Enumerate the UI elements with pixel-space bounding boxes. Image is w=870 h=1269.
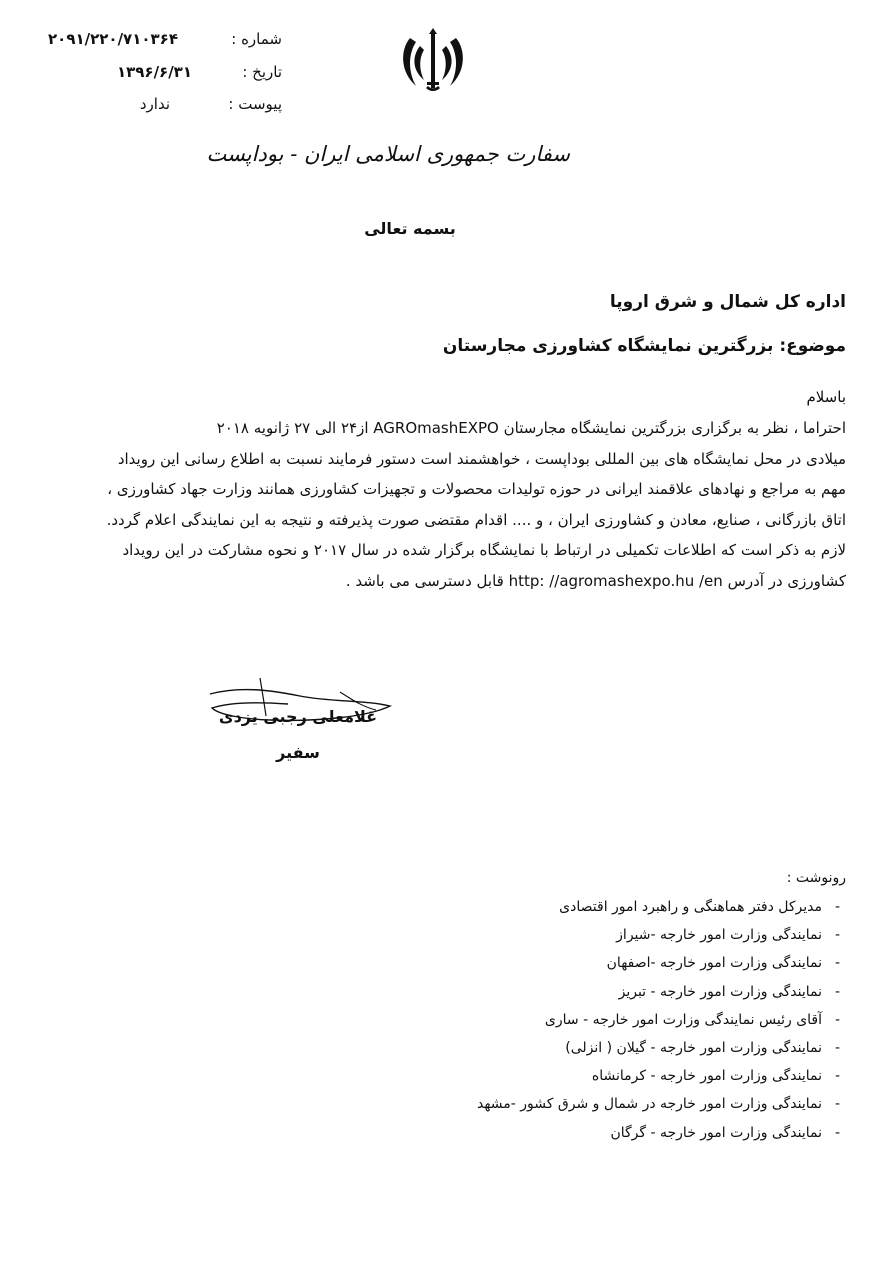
cc-item-text: نمایندگی وزارت امور خارجه - گیلان ( انزلی)	[565, 1039, 822, 1056]
embassy-name: سفارت جمهوری اسلامی ایران - بوداپست	[206, 142, 570, 166]
cc-list	[477, 893, 840, 1147]
cc-item	[477, 1034, 840, 1062]
cc-item-text: نمایندگی وزارت امور خارجه -شیراز	[616, 927, 822, 944]
iran-emblem-icon	[398, 28, 468, 94]
cc-label: رونوشت :	[786, 870, 846, 886]
cc-item	[477, 1062, 840, 1090]
cc-item-text: مدیرکل دفتر هماهنگی و راهبرد امور اقتصادی	[559, 899, 822, 915]
cc-item-text: نمایندگی وزارت امور خارجه - گرگان	[610, 1124, 822, 1141]
cc-item	[477, 1006, 840, 1034]
attachment-row	[40, 91, 282, 117]
body-line: احتراما ، نظر به برگزاری بزرگترین نمایشگاه مجارستان AGROmashEXPO از۲۴ الی ۲۷ ژانویه ۲۰۱۸	[216, 419, 846, 437]
attachment-value: ندارد	[139, 95, 170, 113]
subject: موضوع: بزرگترین نمایشگاه کشاورزی مجارستان	[442, 336, 846, 356]
body-line: مهم به مراجع و نهادهای علاقمند ایرانی در حوزه تولیدات محصولات و تجهیزات کشاورزی همانند وزارت جهاد کشاورزی ،	[107, 480, 846, 498]
cc-item	[477, 1090, 840, 1118]
dash-icon: -	[834, 927, 840, 944]
cc-item-text: نمایندگی وزارت امور خارجه -اصفهان	[606, 955, 822, 972]
cc-item-text: نمایندگی وزارت امور خارجه - تبریز	[618, 983, 822, 1000]
signer-title: سفیر	[276, 743, 320, 762]
dash-icon: -	[834, 1039, 840, 1056]
cc-item	[477, 949, 840, 977]
dash-icon: -	[834, 899, 840, 915]
body-line: اتاق بازرگانی ، صنایع، معادن و کشاورزی ایران ، و .... اقدام مقتضی صورت پذیرفته و نتیجه به این نمایندگی اعلام گردد.	[106, 510, 846, 529]
dash-icon: -	[834, 983, 840, 1000]
cc-item-text: نمایندگی وزارت امور خارجه در شمال و شرق کشور -مشهد	[476, 1096, 822, 1113]
number-value: ۲۰۹۱/۲۲۰/۷۱۰۳۶۴	[48, 30, 178, 48]
body-line: میلادی در محل نمایشگاه های بین المللی بوداپست ، خواهشمند است دستور فرمایند نسبت به اطلاع رسانی این رویداد	[117, 449, 846, 468]
dash-icon: -	[834, 1011, 840, 1028]
cc-item	[477, 921, 840, 949]
cc-item-text: نمایندگی وزارت امور خارجه - کرمانشاه	[591, 1068, 822, 1085]
body-line: کشاورزی در آدرس http: //agromashexpo.hu /en قابل دسترسی می باشد .	[345, 571, 846, 590]
dash-icon: -	[834, 1096, 840, 1113]
dash-icon: -	[834, 1124, 840, 1141]
number-row	[40, 26, 282, 52]
date-label: تاریخ :	[242, 63, 282, 81]
number-label: شماره :	[231, 30, 282, 48]
cc-item-text: آقای رئیس نمایندگی وزارت امور خارجه - ساری	[544, 1011, 822, 1028]
signer-name: غلامعلی رجبی یزدی	[218, 707, 378, 726]
letter-body	[22, 413, 846, 596]
date-row	[40, 59, 282, 85]
bismillah: بسمه تعالی	[364, 219, 456, 238]
cc-item	[477, 978, 840, 1006]
dash-icon: -	[834, 955, 840, 972]
dash-icon: -	[834, 1068, 840, 1085]
attachment-label: پیوست :	[228, 95, 282, 113]
salutation: باسلام	[806, 388, 846, 406]
date-value: ۱۳۹۶/۶/۳۱	[116, 63, 192, 81]
cc-item	[477, 1119, 840, 1147]
recipient: اداره کل شمال و شرق اروپا	[609, 292, 846, 312]
cc-item	[477, 893, 840, 921]
body-line: لازم به ذکر است که اطلاعات تکمیلی در ارتباط با نمایشگاه برگزار شده در سال ۲۰۱۷ و نحوه مشارکت در این رویداد	[122, 541, 846, 559]
